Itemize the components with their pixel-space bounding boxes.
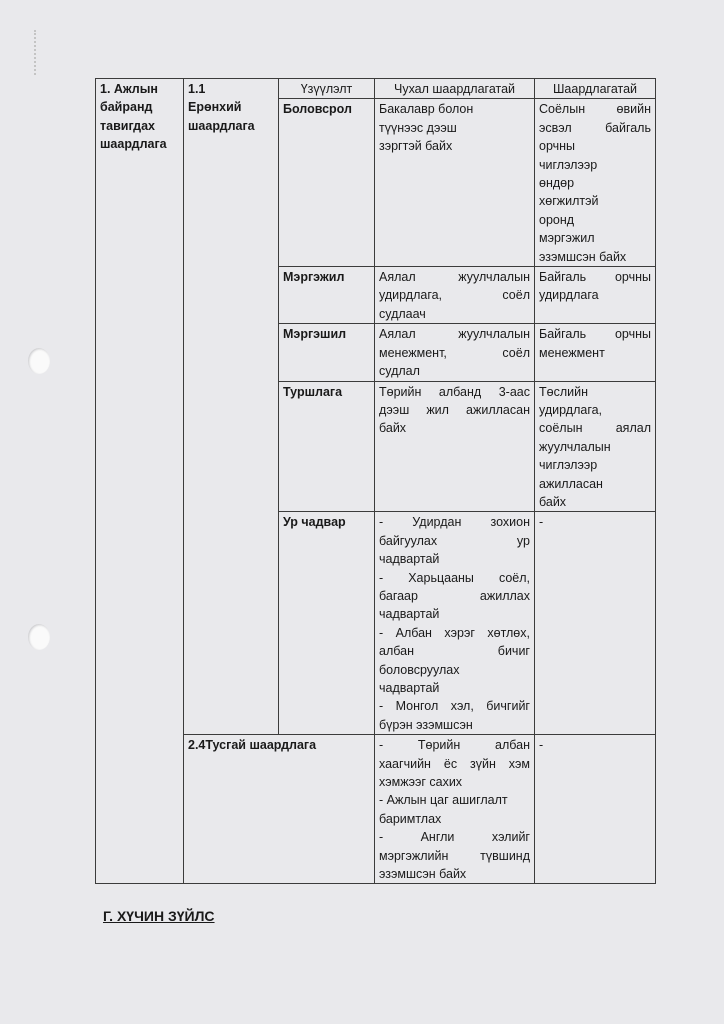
row-indicator: Ур чадвар bbox=[279, 512, 375, 735]
row-indicator: Боловсрол bbox=[279, 99, 375, 267]
special-label: 2.4Тусгай шаардлага bbox=[184, 735, 375, 884]
requirements-table bbox=[95, 78, 656, 884]
row-desired: Байгаль орчны удирдлага bbox=[535, 267, 656, 324]
header-row bbox=[96, 79, 656, 99]
margin-mark bbox=[34, 30, 40, 75]
special-desired: - bbox=[535, 735, 656, 884]
row-required: - Удирдан зохион байгуулах ур чадвартай - Харьцааны соёл, багаар ажиллах чадвартай - Албан хэрэг хөтлөх, албан бичиг боловсруулах чадвартай - Монгол хэл, бичгийг бүрэн эзэмшсэн bbox=[375, 512, 535, 735]
row-desired: Байгаль орчны менежмент bbox=[535, 324, 656, 381]
row-indicator: Мэргэшил bbox=[279, 324, 375, 381]
section-heading: Г. ХҮЧИН ЗҮЙЛС bbox=[103, 908, 215, 924]
subsection-label-cell: 1.1 Ерөнхий шаардлага bbox=[184, 79, 279, 735]
row-required: Аялал жуулчлалын удирдлага, соёл судлаач bbox=[375, 267, 535, 324]
row-desired: Соёлын өвийн эсвэл байгаль орчны чиглэлээр өндөр хөгжилтэй оронд мэргэжил эзэмшсэн байх bbox=[535, 99, 656, 267]
header-desired: Шаардлагатай bbox=[535, 79, 656, 99]
row-required: Бакалавр болон түүнээс дээш зэргтэй байх bbox=[375, 99, 535, 267]
row-required: Төрийн албанд 3-аас дээш жил ажилласан байх bbox=[375, 381, 535, 512]
section-label-cell: 1. Ажлын байранд тавигдах шаардлага bbox=[96, 79, 184, 884]
punch-hole-top bbox=[28, 348, 50, 374]
header-required: Чухал шаардлагатай bbox=[375, 79, 535, 99]
row-indicator: Туршлага bbox=[279, 381, 375, 512]
special-required: - Төрийн албан хаагчийн ёс зүйн хэм хэмжээг сахих - Ажлын цаг ашиглалт баримтлах - Англи хэлийг мэргэжлийн түвшинд эзэмшсэн байх bbox=[375, 735, 535, 884]
header-indicator: Үзүүлэлт bbox=[279, 79, 375, 99]
row-indicator: Мэргэжил bbox=[279, 267, 375, 324]
row-required: Аялал жуулчлалын менежмент, соёл судлал bbox=[375, 324, 535, 381]
punch-hole-bottom bbox=[28, 624, 50, 650]
row-desired: - bbox=[535, 512, 656, 735]
row-desired: Төслийн удирдлага, соёлын аялал жуулчлалын чиглэлээр ажилласан байх bbox=[535, 381, 656, 512]
